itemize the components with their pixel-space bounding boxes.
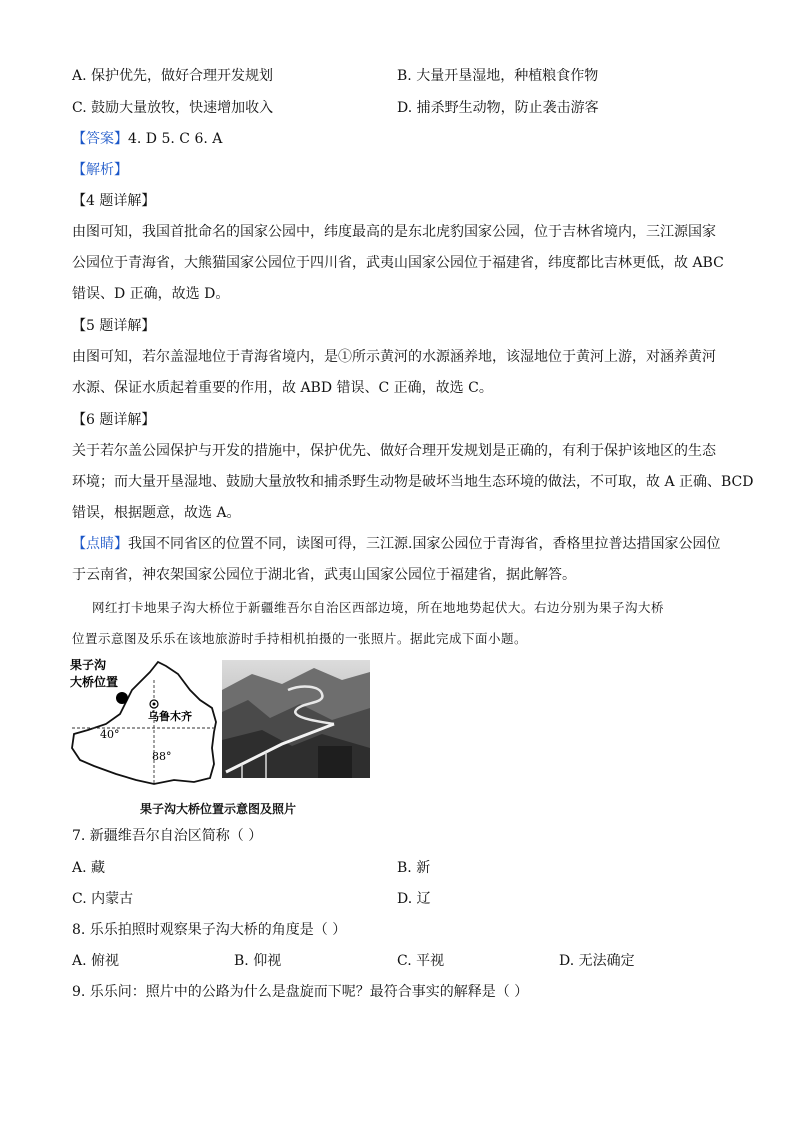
q6-line: 错误，根据题意，故选 A。 [72,505,241,521]
bridge-location-dot [116,692,128,704]
q4-line: 公园位于青海省，大熊猫国家公园位于四川省，武夷山国家公园位于福建省，纬度都比吉林更低，故 ABC [72,255,724,271]
city-label: 乌鲁木齐 [148,710,192,723]
tip-line [72,529,722,560]
q6-explanation [72,436,754,529]
q4-explanation [72,217,722,310]
q5-line: 由图可知，若尔盖湿地位于青海省境内，是①所示黄河的水源涵养地，该湿地位于黄河上游，对涵养黄河 [72,349,716,365]
answer-line [72,129,222,149]
answer-text: 4. D 5. C 6. A [128,131,223,147]
q6-line: 环境；而大量开垦湿地、鼓励大量放牧和捕杀野生动物是破坏当地生态环境的做法，不可取，故 A 正确、BCD [72,474,754,490]
intro-line: 网红打卡地果子沟大桥位于新疆维吾尔自治区西部边境，所在地地势起伏大。右边分别为果子沟大桥 [92,600,665,615]
tip-block [72,529,722,591]
q8-stem: 8. 乐乐拍照时观察果子沟大桥的角度是（ ） [72,922,347,938]
q6-heading: 【6 题详解】 [72,412,156,428]
tip-tag: 【点睛】 [72,536,128,552]
tip-line-text: 我国不同省区的位置不同，读图可得，三江源.国家公园位于青海省，香格里拉普达措国家公园位 [128,536,721,552]
bridge-label-1: 果子沟 [70,658,107,672]
latitude-label: 40° [100,728,120,741]
option-7b: B. 新 [397,860,431,876]
option-6c: C. 鼓励大量放牧，快速增加收入 [72,100,274,116]
longitude-label: 88° [152,750,172,763]
bridge-photo [222,660,370,778]
photo-hill-foreground [318,746,352,778]
intro-line: 位置示意图及乐乐在该地旅游时手持相机拍摄的一张照片。据此完成下面小题。 [72,631,528,646]
option-8d: D. 无法确定 [559,953,635,969]
q7-stem: 7. 新疆维吾尔自治区简称（ ） [72,828,263,844]
option-7c: C. 内蒙古 [72,891,134,907]
q9-stem: 9. 乐乐问：照片中的公路为什么是盘旋而下呢？最符合事实的解释是（ ） [72,984,529,1000]
figure [66,656,376,821]
option-8c: C. 平视 [397,953,445,969]
q6-line: 关于若尔盖公园保护与开发的措施中，保护优先、做好合理开发规划是正确的，有利于保护该地区的生态 [72,443,716,459]
q5-heading: 【5 题详解】 [72,318,156,334]
option-8a: A. 俯视 [72,953,120,969]
tip-line: 于云南省，神农架国家公园位于湖北省，武夷山国家公园位于福建省，据此解答。 [72,567,576,583]
option-7d: D. 辽 [397,891,431,907]
q5-line: 水源、保证水质起着重要的作用，故 ABD 错误、C 正确，故选 C。 [72,380,493,396]
figure-caption: 果子沟大桥位置示意图及照片 [140,802,297,816]
q5-explanation [72,342,722,404]
capital-marker-center [153,703,156,706]
q4-line: 由图可知，我国首批命名的国家公园中，纬度最高的是东北虎豹国家公园，位于吉林省境内，三江源国家 [72,224,716,240]
question-intro [72,592,732,654]
xinjiang-map [66,656,376,796]
option-6a: A. 保护优先，做好合理开发规划 [72,68,274,84]
bridge-label-2: 大桥位置 [70,675,119,689]
option-8b: B. 仰视 [234,953,282,969]
option-6b: B. 大量开垦湿地，种植粮食作物 [397,68,599,84]
analysis-label: 【解析】 [72,162,128,178]
option-7a: A. 藏 [72,860,106,876]
answer-tag: 【答案】 [72,131,128,147]
option-6d: D. 捕杀野生动物，防止袭击游客 [397,100,599,116]
q4-line: 错误、D 正确，故选 D。 [72,286,230,302]
q4-heading: 【4 题详解】 [72,193,156,209]
